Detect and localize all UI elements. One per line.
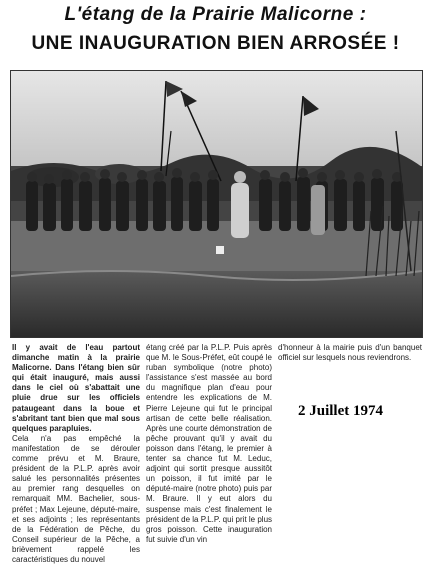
article-body-1: Cela n'a pas empêché la manifestation de se dérouler comme prévu et M. Braure, président de la P.L.P. après avoir salué les personnalités présentes au premier rang desquelles on remarquait MM. Bachelier, sous-préfet ; Max Lejeune, député-maire, et ses adjoints ; les représentants de la Fédération de Pêche, du Conseil supérieur de la Pêche, a brièvement rappelé les caractéristiques du nouvel [12,433,140,564]
article-column-2: étang créé par la P.L.P. Puis après que M. le Sous-Préfet, eût coupé le ruban symbolique (notre photo) l'assistance s'est massée au bord du magnifique plan d'eau pour entendre les explications de M. Pierre Lejeune qui fut le principal artisan de cette belle réalisation. Après une courte démonstration de pêche prouvant qu'il y avait du poisson dans l'étang, le premier à tenter sa chance fut M. Leduc, adjoint qui sortit presque aussitôt un poisson, il fut imité par le député-maire (notre photo) puis par M. Braure. Il y eut alors du suspense mais c'est finalement le président de la P.L.P. qui prit le plus gros poisson. Cette inauguration fut suivie d'un vin [146,343,273,544]
date-stamp: 2 Juillet 1974 [294,401,426,422]
news-photo [10,70,423,338]
headline-line-1: L'étang de la Prairie Malicorne : [64,4,367,25]
article-column-3: d'honneur à la mairie puis d'un banquet officiel sur lesquels nous reviendrons. [278,343,422,363]
article-lead: Il y avait de l'eau partout dimanche matin à la prairie Malicorne. Dans l'étang bien sûr qui était inauguré, mais aussi dans le ciel où s'abattait une pluie drue sur les officiels pataugeant dans la boue et s'abritant tant bien que mal sous quelques parapluies. [12,343,140,433]
headline-line-2: UNE INAUGURATION BIEN ARROSÉE ! [31,33,400,54]
photo-illustration [11,71,422,337]
article-column-1 [12,343,140,565]
